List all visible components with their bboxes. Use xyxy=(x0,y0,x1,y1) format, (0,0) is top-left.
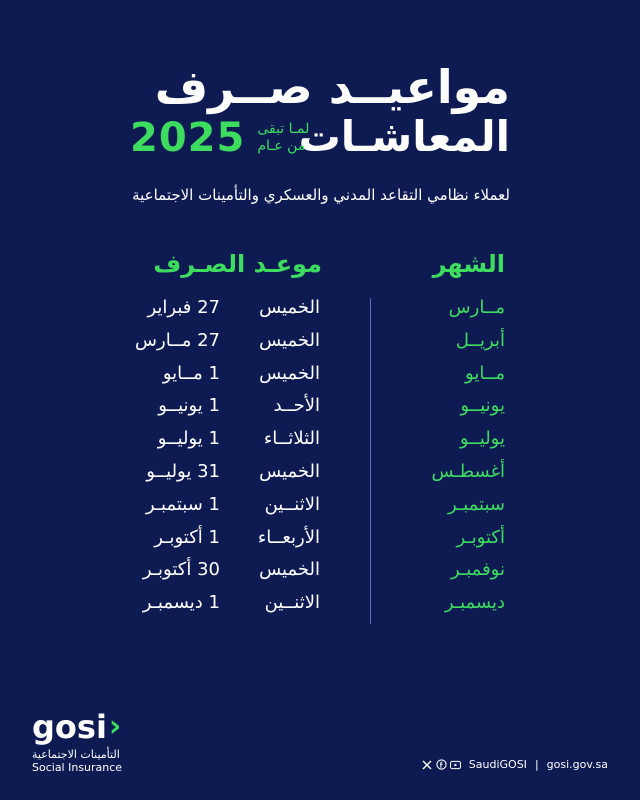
payment-day: الخميس xyxy=(259,362,320,384)
month-name: أكتوبـر xyxy=(456,526,505,548)
month-name: أغسطـس xyxy=(431,461,505,482)
payment-day: الأحــد xyxy=(273,395,320,417)
payment-date: 1 يونيــو xyxy=(158,395,220,417)
schedule-row xyxy=(0,428,640,460)
payment-date: 27 فبراير xyxy=(147,297,220,318)
social-icons xyxy=(422,759,461,770)
brand-name-ar: التأمينات الاجتماعية xyxy=(32,748,120,761)
subtitle: لعملاء نظامي التقاعد المدني والعسكري والتأمينات الاجتماعية xyxy=(132,186,510,204)
schedule-row xyxy=(0,330,640,362)
schedule-row xyxy=(0,297,640,329)
month-column-header: الشهر xyxy=(432,250,505,278)
youtube-icon[interactable] xyxy=(450,759,461,770)
schedule-row xyxy=(0,363,640,395)
schedule-row xyxy=(0,592,640,624)
website-link[interactable]: gosi.gov.sa xyxy=(546,758,608,771)
schedule-row xyxy=(0,527,640,559)
payment-date: 31 يوليــو xyxy=(146,461,220,482)
payment-date: 30 أكتوبـر xyxy=(142,559,220,581)
logo-text: gosi xyxy=(32,708,107,746)
footer-separator: | xyxy=(534,758,539,771)
schedule-row xyxy=(0,494,640,526)
payment-date: 1 أكتوبـر xyxy=(154,526,220,548)
month-name: مــارس xyxy=(448,297,505,318)
month-name: سبتمبـر xyxy=(448,493,505,515)
payment-day: الخميس xyxy=(259,329,320,351)
x-icon[interactable] xyxy=(422,759,433,770)
year: 2025 xyxy=(130,115,246,161)
date-column-header: موعـد الصـرف xyxy=(153,250,322,278)
payment-date: 1 سبتمبـر xyxy=(145,493,220,515)
year-note-line2: من عـام xyxy=(257,138,306,154)
payment-day: الخميس xyxy=(259,297,320,318)
title-line1: مواعيــد صــرف xyxy=(154,60,510,114)
payment-day: الخميس xyxy=(259,461,320,482)
schedule-row xyxy=(0,395,640,427)
month-name: ديسمبـر xyxy=(444,592,505,614)
month-name: نوفمبـر xyxy=(451,559,505,581)
payment-day: الأربعــاء xyxy=(257,526,320,548)
payment-date: 27 مــارس xyxy=(135,329,220,351)
brand-name-en: Social Insurance xyxy=(32,761,123,774)
logo-wordmark xyxy=(32,710,122,744)
payment-day: الاثنــين xyxy=(264,493,320,515)
payment-date: 1 يوليــو xyxy=(157,428,220,450)
gosi-logo xyxy=(32,710,122,774)
month-name: أبريــل xyxy=(455,329,505,351)
year-block xyxy=(130,115,309,161)
month-name: يوليــو xyxy=(459,428,505,450)
payment-day: الخميس xyxy=(259,559,320,581)
payment-date: 1 ديسمبـر xyxy=(142,592,220,614)
payment-date: 1 مــايو xyxy=(162,362,220,384)
chevron-right-icon: › xyxy=(108,709,122,744)
payment-day: الثلاثــاء xyxy=(263,428,320,450)
year-note-line1: لمـا تبقى xyxy=(257,121,310,137)
social-handle[interactable]: SaudiGOSI xyxy=(468,758,527,771)
facebook-icon[interactable] xyxy=(436,759,447,770)
footer xyxy=(422,758,608,771)
payment-day: الاثنــين xyxy=(264,592,320,614)
schedule-row xyxy=(0,559,640,591)
schedule-row xyxy=(0,461,640,493)
year-note xyxy=(257,121,309,155)
month-name: يونيــو xyxy=(460,395,505,417)
month-name: مــايو xyxy=(465,362,505,384)
title-line2: المعاشـات xyxy=(298,112,510,161)
